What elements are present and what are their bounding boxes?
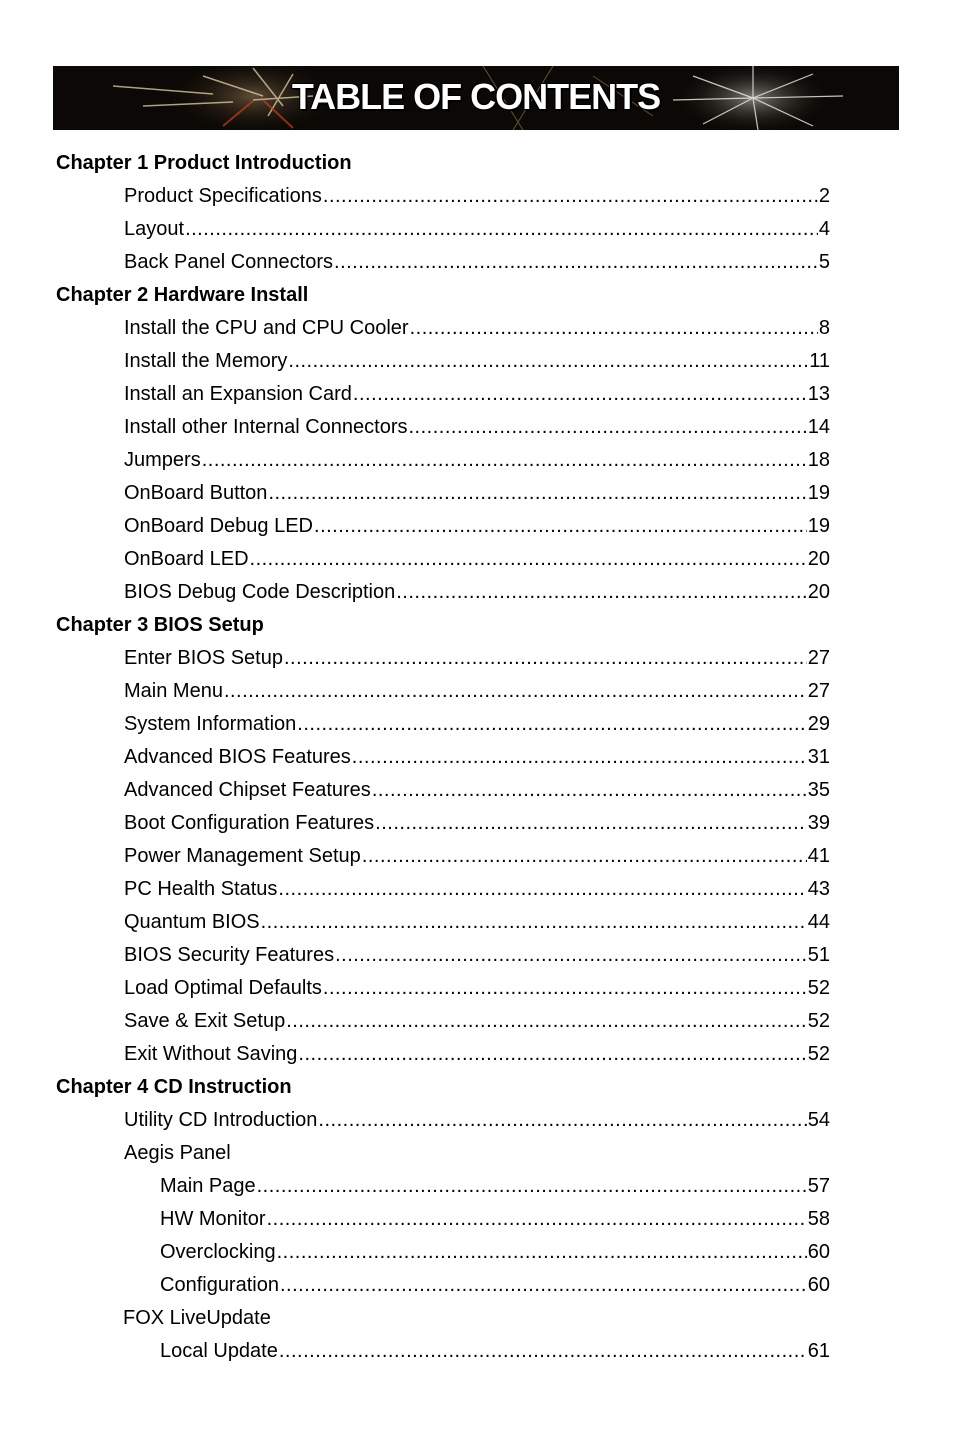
dot-leader [277,1241,807,1264]
toc-entry-title: Install an Expansion Card [124,383,352,405]
toc-entry-title: Main Page [160,1175,256,1197]
toc-entry[interactable] [0,1236,830,1269]
toc-entry[interactable] [0,543,830,576]
toc-entry[interactable] [0,1335,830,1368]
toc-entry[interactable] [0,1005,830,1038]
dot-leader [224,680,807,703]
table-of-contents [0,147,954,1368]
toc-entry-title: BIOS Security Features [124,944,335,966]
dot-leader [280,1274,807,1297]
dot-leader [202,449,807,472]
toc-entry-title: Configuration [160,1274,279,1296]
toc-entry-page: 61 [807,1340,830,1362]
toc-entry-title: Product Specifications [124,185,322,207]
toc-entry-page: 19 [807,482,830,504]
toc-entry-page: 2 [818,185,830,207]
dot-leader [288,350,808,373]
dot-leader [284,647,807,670]
dot-leader [334,251,818,274]
toc-entry-page: 5 [818,251,830,273]
toc-entry-title: Power Management Setup [124,845,361,867]
dot-leader [372,779,807,802]
toc-entry[interactable] [0,213,830,246]
dot-leader [278,878,806,901]
toc-entry-title: Enter BIOS Setup [124,647,283,669]
toc-entry-page: 58 [807,1208,830,1230]
toc-entry[interactable] [0,840,830,873]
toc-entry-page: 27 [807,647,830,669]
toc-entry[interactable] [0,675,830,708]
toc-entry[interactable] [0,477,830,510]
dot-leader [267,1208,807,1231]
toc-entry-title: OnBoard LED [124,548,249,570]
dot-leader [268,482,806,505]
toc-entry[interactable] [0,774,830,807]
toc-entry-title: BIOS Debug Code Description [124,581,396,603]
dot-leader [261,911,807,934]
dot-leader [298,1043,806,1066]
toc-entry-title: Quantum BIOS [124,911,260,933]
dot-leader [353,383,807,406]
toc-entry[interactable] [0,345,830,378]
toc-entry-page: 52 [807,1010,830,1032]
toc-entry-page: 29 [807,713,830,735]
toc-entry-page: 8 [818,317,830,339]
toc-entry-page: 13 [807,383,830,405]
chapter-heading: Chapter 1 Product Introduction [56,152,352,174]
toc-entry[interactable] [0,1203,830,1236]
chapter-heading: Chapter 2 Hardware Install [56,284,309,306]
toc-entry-title: Install the Memory [124,350,288,372]
toc-entry[interactable] [0,939,830,972]
toc-entry-title: Advanced Chipset Features [124,779,371,801]
toc-entry-title: Back Panel Connectors [124,251,334,273]
toc-entry[interactable] [0,873,830,906]
dot-leader [257,1175,807,1198]
toc-entry-page: 20 [807,581,830,603]
dot-leader [297,713,806,736]
toc-entry-page: 18 [807,449,830,471]
toc-entry-page: 31 [807,746,830,768]
toc-entry[interactable] [0,246,830,279]
toc-entry-page: 43 [807,878,830,900]
toc-entry-page: 20 [807,548,830,570]
toc-entry[interactable] [0,807,830,840]
toc-entry-page: 19 [807,515,830,537]
toc-entry-page: 54 [807,1109,830,1131]
dot-leader [335,944,807,967]
toc-entry-title: Boot Configuration Features [124,812,375,834]
chapter-heading: Chapter 3 BIOS Setup [56,614,264,636]
toc-entry-title: Jumpers [124,449,201,471]
toc-entry[interactable] [0,444,830,477]
toc-entry-title: Exit Without Saving [124,1043,298,1065]
page-title: TABLE OF CONTENTS [291,76,661,117]
toc-entry-title: OnBoard Button [124,482,268,504]
toc-entry[interactable] [0,741,830,774]
toc-entry[interactable] [0,411,830,444]
toc-entry[interactable] [0,1038,830,1071]
toc-entry-page: 27 [807,680,830,702]
toc-entry-title: Advanced BIOS Features [124,746,351,768]
toc-entry-title: Overclocking [160,1241,276,1263]
toc-entry-title: System Information [124,713,297,735]
toc-subsection-heading: FOX LiveUpdate [123,1307,271,1329]
toc-subsection-heading: Aegis Panel [124,1142,231,1164]
toc-entry[interactable] [0,180,830,213]
toc-entry[interactable] [0,1269,830,1302]
dot-leader [279,1340,807,1363]
toc-entry-title: Layout [124,218,185,240]
toc-entry-page: 14 [807,416,830,438]
dot-leader [362,845,807,868]
toc-entry[interactable] [0,906,830,939]
toc-entry-page: 60 [807,1241,830,1263]
dot-leader [185,218,818,241]
toc-entry-page: 57 [807,1175,830,1197]
dot-leader [409,416,807,439]
dot-leader [314,515,807,538]
toc-entry-title: PC Health Status [124,878,278,900]
toc-entry[interactable] [0,312,830,345]
dot-leader [250,548,807,571]
chapter-heading: Chapter 4 CD Instruction [56,1076,292,1098]
toc-entry-page: 41 [807,845,830,867]
toc-entry-title: Install the CPU and CPU Cooler [124,317,409,339]
dot-leader [396,581,807,604]
toc-entry-page: 51 [807,944,830,966]
toc-entry-page: 60 [807,1274,830,1296]
toc-entry-page: 35 [807,779,830,801]
dot-leader [352,746,807,769]
dot-leader [318,1109,806,1132]
dot-leader [286,1010,807,1033]
toc-entry-page: 11 [809,350,830,372]
toc-entry-title: HW Monitor [160,1208,266,1230]
toc-entry-page: 52 [807,1043,830,1065]
toc-entry-page: 39 [807,812,830,834]
dot-leader [410,317,818,340]
toc-entry[interactable] [0,378,830,411]
toc-entry[interactable] [0,1170,830,1203]
header-banner [53,66,899,130]
toc-entry[interactable] [0,510,830,543]
toc-entry-title: Local Update [160,1340,278,1362]
toc-entry-title: Install other Internal Connectors [124,416,408,438]
dot-leader [323,185,818,208]
toc-entry-title: OnBoard Debug LED [124,515,314,537]
toc-entry[interactable] [0,642,830,675]
toc-entry-page: 44 [807,911,830,933]
toc-entry-title: Load Optimal Defaults [124,977,322,999]
toc-entry-title: Save & Exit Setup [124,1010,286,1032]
toc-entry[interactable] [0,576,830,609]
toc-entry[interactable] [0,1104,830,1137]
toc-entry-title: Main Menu [124,680,223,702]
toc-entry[interactable] [0,972,830,1005]
toc-entry-page: 4 [818,218,830,240]
toc-entry[interactable] [0,708,830,741]
toc-entry-page: 52 [807,977,830,999]
toc-entry-title: Utility CD Introduction [124,1109,318,1131]
dot-leader [323,977,807,1000]
dot-leader [375,812,807,835]
